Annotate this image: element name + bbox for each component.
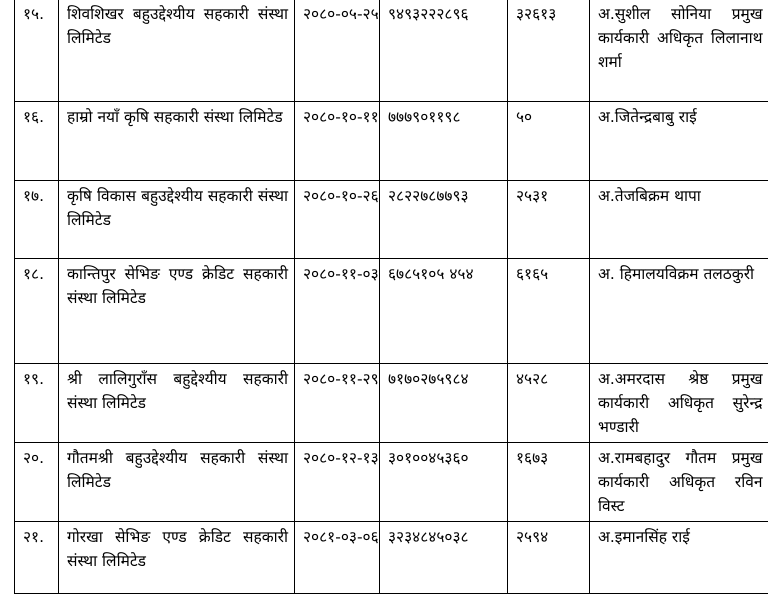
registration-date-cell: २०८०-१२-१३ xyxy=(295,443,380,522)
table-row xyxy=(15,102,768,181)
registration-number-cell: ९४९३२२२८९६ xyxy=(380,0,508,102)
cooperative-name-cell: कृषि विकास बहुउद्देश्यीय सहकारी संस्था लिमिटेड xyxy=(59,181,295,259)
contact-person-cell: अ.अमरदास श्रेष्ठ प्रमुख कार्यकारी अधिकृत सुरेन्द्र भण्डारी xyxy=(590,364,768,443)
contact-person-cell: अ.इमानसिंह राई xyxy=(590,522,768,594)
share-amount-cell: २५३१ xyxy=(508,181,590,259)
registration-number-cell: २८२२७८७७९३ xyxy=(380,181,508,259)
cooperative-registry-table xyxy=(14,0,768,594)
registration-number-cell: ३२३४८४५०३८ xyxy=(380,522,508,594)
serial-number-cell: १९. xyxy=(15,364,59,443)
table-row xyxy=(15,0,768,102)
registration-number-cell: ६७८५१०५ ४५४ xyxy=(380,259,508,364)
registration-date-cell: २०८०-१०-२६ xyxy=(295,181,380,259)
cooperative-name-cell: गोरखा सेभिङ एण्ड क्रेडिट सहकारी संस्था लिमिटेड xyxy=(59,522,295,594)
serial-number-cell: १५. xyxy=(15,0,59,102)
cooperative-name-cell: कान्तिपुर सेभिङ एण्ड क्रेडिट सहकारी संस्था लिमिटेड xyxy=(59,259,295,364)
table-row xyxy=(15,443,768,522)
share-amount-cell: २५९४ xyxy=(508,522,590,594)
cooperative-name-cell: श्री लालिगुराँस बहुद्देश्यीय सहकारी संस्था लिमिटेड xyxy=(59,364,295,443)
share-amount-cell: ६१६५ xyxy=(508,259,590,364)
registration-number-cell: ३०१००४५३६० xyxy=(380,443,508,522)
serial-number-cell: १६. xyxy=(15,102,59,181)
serial-number-cell: १८. xyxy=(15,259,59,364)
contact-person-cell: अ.सुशील सोनिया प्रमुख कार्यकारी अधिकृत लिलानाथ शर्मा xyxy=(590,0,768,102)
share-amount-cell: ३२६१३ xyxy=(508,0,590,102)
registration-date-cell: २०८१-०३-०६ xyxy=(295,522,380,594)
cooperative-name-cell: गौतमश्री बहुउद्देश्यीय सहकारी संस्था लिमिटेड xyxy=(59,443,295,522)
serial-number-cell: २१. xyxy=(15,522,59,594)
share-amount-cell: १६७३ xyxy=(508,443,590,522)
serial-number-cell: २०. xyxy=(15,443,59,522)
registration-number-cell: ७७७९०११९८ xyxy=(380,102,508,181)
table-row xyxy=(15,364,768,443)
table-row xyxy=(15,259,768,364)
registration-date-cell: २०८०-११-०३ xyxy=(295,259,380,364)
table-row xyxy=(15,181,768,259)
registration-date-cell: २०८०-०५-२५ xyxy=(295,0,380,102)
registration-number-cell: ७१७०२७५९८४ xyxy=(380,364,508,443)
table-row xyxy=(15,522,768,594)
contact-person-cell: अ. हिमालयविक्रम तलठकुरी xyxy=(590,259,768,364)
cooperative-name-cell: शिवशिखर बहुउद्देश्यीय सहकारी संस्था लिमिटेड xyxy=(59,0,295,102)
registration-date-cell: २०८०-११-२९ xyxy=(295,364,380,443)
contact-person-cell: अ.तेजबिक्रम थापा xyxy=(590,181,768,259)
cooperative-name-cell: हाम्रो नयाँ कृषि सहकारी संस्था लिमिटेड xyxy=(59,102,295,181)
share-amount-cell: ५० xyxy=(508,102,590,181)
contact-person-cell: अ.जितेन्द्रबाबु राई xyxy=(590,102,768,181)
registration-date-cell: २०८०-१०-११ xyxy=(295,102,380,181)
share-amount-cell: ४५२८ xyxy=(508,364,590,443)
contact-person-cell: अ.रामबहादुर गौतम प्रमुख कार्यकारी अधिकृत रविन विस्ट xyxy=(590,443,768,522)
serial-number-cell: १७. xyxy=(15,181,59,259)
